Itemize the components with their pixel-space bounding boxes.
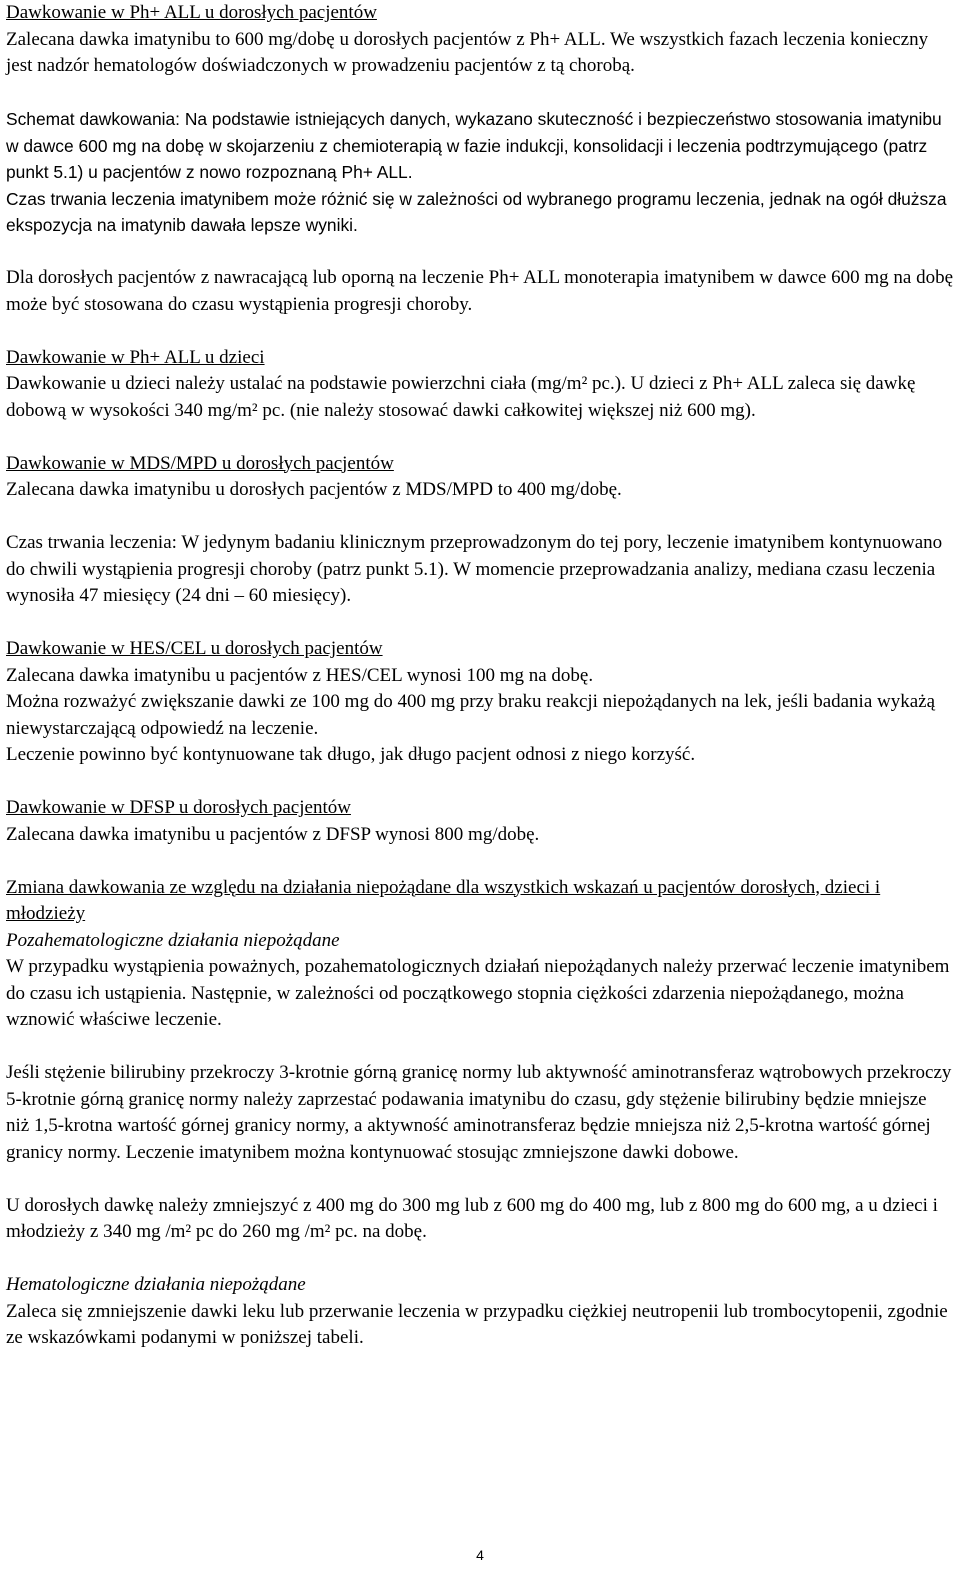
heading-hes-cel: Dawkowanie w HES/CEL u dorosłych pacjentów [6,638,383,659]
paragraph: Zaleca się zmniejszenie dawki leku lub przerwanie leczenia w przypadku ciężkiej neutropenii lub trombocytopenii, zgodnie ze wskazówkami podanymi w poniższej tabeli. [6,1300,948,1348]
paragraph: Czas trwania leczenia: W jedynym badaniu klinicznym przeprowadzonym do tej pory, leczenie imatynibem kontynuowano do chwili wystąpienia progresji choroby (patrz punkt 5.1). W momencie przeprowadzania analizy, mediana czasu leczenia wynosiła 47 miesięcy (24 dni – 60 miesięcy). [6,532,943,606]
page-number: 4 [476,1547,484,1563]
subheading-hematologic: Hematologiczne działania niepożądane [6,1274,306,1295]
heading-ph-all-children: Dawkowanie w Ph+ ALL u dzieci [6,346,265,368]
paragraph: Zalecana dawka imatynibu u dorosłych pacjentów z MDS/MPD to 400 mg/dobę. [6,479,622,500]
heading-ph-all-adults: Dawkowanie w Ph+ ALL u dorosłych pacjentów [6,2,377,23]
paragraph: U dorosłych dawkę należy zmniejszyć z 400 mg do 300 mg lub z 600 mg do 400 mg, lub z 800 mg do 600 mg, a u dzieci i młodzieży z 340 mg /m² pc do 260 mg /m² pc. na dobę. [6,1194,938,1242]
paragraph: Jeśli stężenie bilirubiny przekroczy 3-krotnie górną granicę normy lub aktywność aminotransferaz wątrobowych przekroczy 5-krotnie górną granicę normy należy zaprzestać podawania imatynibu do czasu, gdy stężenie bilirubiny będzie mniejsze niż 1,5-krotna wartość górnej granicy normy, a aktywność aminotransferaz będzie mniejsza niż 2,5-krotna wartość górnej granicy normy. Leczenie imatynibem można kontynuować stosując zmniejszone dawki dobowe. [6,1062,952,1163]
heading-dose-adjustment: Zmiana dawkowania ze względu na działania niepożądane dla wszystkich wskazań u pacjentów dorosłych, dzieci i młodzieży [6,876,881,924]
document-page [6,0,954,1352]
paragraph: Można rozważyć zwiększanie dawki ze 100 mg do 400 mg przy braku reakcji niepożądanych na lek, jeśli badania wykażą niewystarczającą odpowiedź na leczenie. [6,691,936,739]
paragraph-treatment-duration: Czas trwania leczenia imatynibem może różnić się w zależności od wybranego programu leczenia, jednak na ogół dłuższa ekspozycja na imatynib dawała lepsze wyniki. [6,188,947,235]
paragraph: Dla dorosłych pacjentów z nawracającą lub oporną na leczenie Ph+ ALL monoterapia imatynibem w dawce 600 mg na dobę może być stosowana do czasu wystąpienia progresji choroby. [6,267,954,315]
paragraph: W przypadku wystąpienia poważnych, pozahematologicznych działań niepożądanych należy przerwać leczenie imatynibem do czasu ich ustąpienia. Następnie, w zależności od początkowego stopnia ciężkości zdarzenia niepożądanego, można wznowić właściwe leczenie. [6,956,950,1030]
paragraph: Zalecana dawka imatynibu u pacjentów z HES/CEL wynosi 100 mg na dobę. [6,664,594,686]
heading-dfsp: Dawkowanie w DFSP u dorosłych pacjentów [6,797,351,818]
paragraph: Leczenie powinno być kontynuowane tak długo, jak długo pacjent odnosi z niego korzyść. [6,744,696,765]
subheading-nonhematologic: Pozahematologiczne działania niepożądane [6,929,340,951]
paragraph: Dawkowanie u dzieci należy ustalać na podstawie powierzchni ciała (mg/m² pc.). U dzieci z Ph+ ALL zaleca się dawkę dobową w wysokości 340 mg/m² pc. (nie należy stosować dawki całkowitej większej niż 600 mg). [6,373,916,421]
heading-mds-mpd: Dawkowanie w MDS/MPD u dorosłych pacjentów [6,452,394,474]
paragraph: Zalecana dawka imatynibu u pacjentów z DFSP wynosi 800 mg/dobę. [6,823,540,845]
paragraph: Zalecana dawka imatynibu to 600 mg/dobę u dorosłych pacjentów z Ph+ ALL. We wszystkich fazach leczenia konieczny jest nadzór hematologów doświadczonych w prowadzeniu pacjentów z tą chorobą. [6,28,929,76]
paragraph-dosing-schedule: Schemat dawkowania: Na podstawie istniejących danych, wykazano skuteczność i bezpieczeństwo stosowania imatynibu w dawce 600 mg na dobę w skojarzeniu z chemioterapią w fazie indukcji, konsolidacji i leczenia podtrzymującego (patrz punkt 5.1) u pacjentów z nowo rozpoznaną Ph+ ALL. [6,109,942,182]
